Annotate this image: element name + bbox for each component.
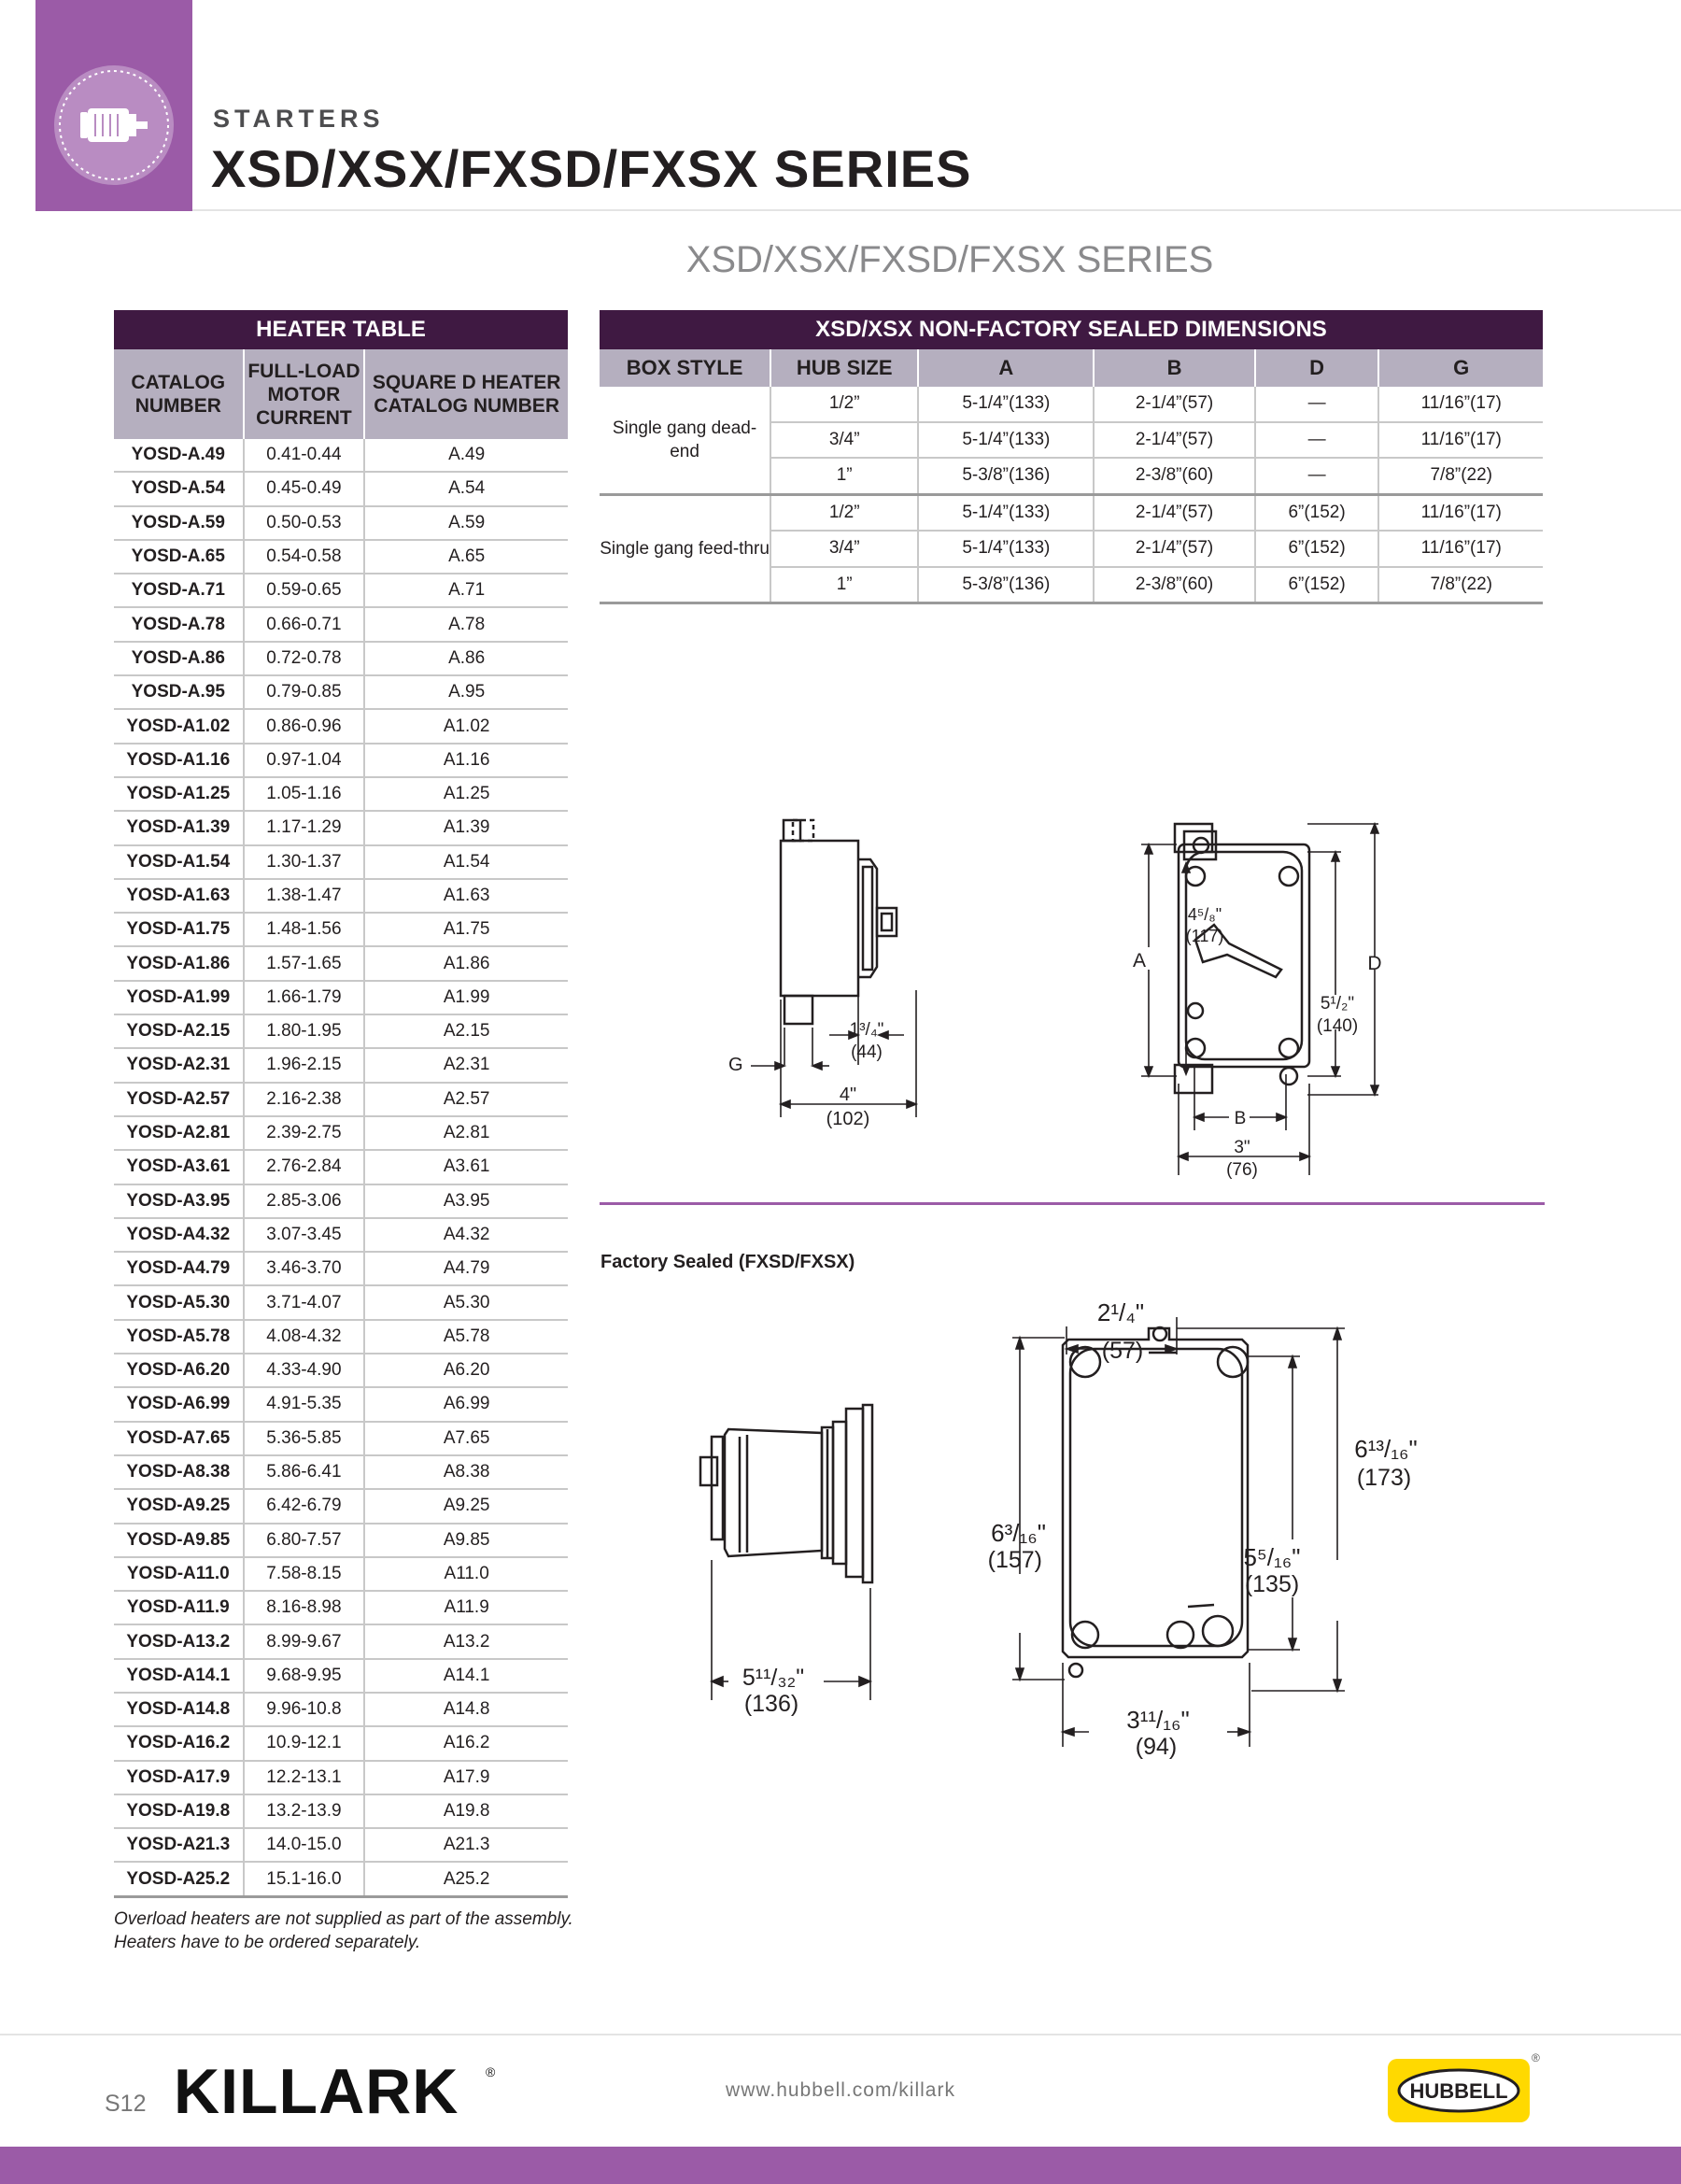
square-d-number-cell: A14.1 xyxy=(364,1659,568,1693)
catalog-number-cell: YOSD-A1.75 xyxy=(114,913,244,946)
dim-label-d: D xyxy=(1367,953,1382,974)
catalog-number-cell: YOSD-A.49 xyxy=(114,439,244,472)
dim-a-cell: 5-1/4”(133) xyxy=(918,422,1094,459)
square-d-number-cell: A2.81 xyxy=(364,1116,568,1150)
square-d-number-cell: A2.31 xyxy=(364,1048,568,1082)
dim-label-512: 5¹/₂" xyxy=(1320,994,1355,1014)
catalog-number-cell: YOSD-A19.8 xyxy=(114,1794,244,1828)
hubbell-logo xyxy=(1388,2059,1530,2122)
heater-col-header: FULL-LOAD MOTOR CURRENT xyxy=(244,349,365,439)
dim-label-458-mm: (117) xyxy=(1185,927,1224,945)
motor-current-cell: 4.91-5.35 xyxy=(244,1387,365,1421)
table-row xyxy=(114,777,568,811)
square-d-number-cell: A11.9 xyxy=(364,1591,568,1624)
table-row xyxy=(114,1014,568,1048)
motor-current-cell: 1.38-1.47 xyxy=(244,879,365,913)
motor-current-cell: 13.2-13.9 xyxy=(244,1794,365,1828)
dimensions-table xyxy=(600,310,1543,604)
dim-a-cell: 5-1/4”(133) xyxy=(918,387,1094,422)
motor-current-cell: 0.66-0.71 xyxy=(244,607,365,641)
catalog-number-cell: YOSD-A9.25 xyxy=(114,1489,244,1523)
dim-label-512-mm: (140) xyxy=(1316,1016,1359,1036)
catalog-number-cell: YOSD-A6.20 xyxy=(114,1354,244,1387)
table-row xyxy=(114,675,568,709)
catalog-number-cell: YOSD-A11.0 xyxy=(114,1557,244,1591)
fs-label-31116-mm: (94) xyxy=(1135,1734,1178,1760)
side-view-hub-dashed xyxy=(793,820,813,841)
catalog-number-cell: YOSD-A1.02 xyxy=(114,709,244,743)
catalog-number-cell: YOSD-A16.2 xyxy=(114,1726,244,1760)
fs-label-61316: 6¹³/₁₆" xyxy=(1354,1435,1418,1463)
square-d-number-cell: A.78 xyxy=(364,607,568,641)
hub-size-cell: 1” xyxy=(770,567,918,603)
catalog-number-cell: YOSD-A1.16 xyxy=(114,744,244,777)
dim-d-cell: — xyxy=(1255,387,1379,422)
square-d-number-cell: A.59 xyxy=(364,506,568,540)
square-d-number-cell: A1.39 xyxy=(364,811,568,844)
table-row xyxy=(114,709,568,743)
table-row xyxy=(114,946,568,980)
catalog-number-cell: YOSD-A2.57 xyxy=(114,1083,244,1116)
table-row xyxy=(114,1422,568,1455)
table-row xyxy=(114,744,568,777)
footer-divider xyxy=(0,2034,1681,2035)
table-row xyxy=(114,607,568,641)
dim-label-458: 4⁵/₈" xyxy=(1187,905,1222,924)
fs-label-31116: 3¹¹/₁₆" xyxy=(1126,1706,1190,1734)
dim-label-b: B xyxy=(1234,1109,1247,1128)
table-row xyxy=(114,1726,568,1760)
table-row xyxy=(114,1387,568,1421)
motor-current-cell: 5.36-5.85 xyxy=(244,1422,365,1455)
motor-current-cell: 5.86-6.41 xyxy=(244,1455,365,1489)
dim-col-header: A xyxy=(918,349,1094,387)
fs-label-61316-mm: (173) xyxy=(1356,1465,1412,1491)
table-row xyxy=(600,494,1543,531)
motor-current-cell: 2.76-2.84 xyxy=(244,1150,365,1184)
dim-label-134-mm: (44) xyxy=(851,1042,883,1062)
motor-current-cell: 0.86-0.96 xyxy=(244,709,365,743)
dim-col-header: HUB SIZE xyxy=(770,349,918,387)
table-row xyxy=(114,1083,568,1116)
motor-current-cell: 9.68-9.95 xyxy=(244,1659,365,1693)
square-d-number-cell: A11.0 xyxy=(364,1557,568,1591)
header-divider xyxy=(192,209,1681,211)
square-d-number-cell: A1.16 xyxy=(364,744,568,777)
square-d-number-cell: A.95 xyxy=(364,675,568,709)
dim-g-cell: 7/8”(22) xyxy=(1378,458,1543,494)
motor-current-cell: 0.79-0.85 xyxy=(244,675,365,709)
table-row xyxy=(114,1524,568,1557)
catalog-number-cell: YOSD-A21.3 xyxy=(114,1828,244,1862)
motor-current-cell: 0.41-0.44 xyxy=(244,439,365,472)
dimensions-table-caption: XSD/XSX NON-FACTORY SEALED DIMENSIONS xyxy=(600,310,1543,349)
front-view-body xyxy=(1179,844,1309,1067)
motor-current-cell: 0.97-1.04 xyxy=(244,744,365,777)
square-d-number-cell: A4.32 xyxy=(364,1218,568,1252)
square-d-number-cell: A4.79 xyxy=(364,1252,568,1285)
catalog-number-cell: YOSD-A9.85 xyxy=(114,1524,244,1557)
hubbell-logo-reg: ® xyxy=(1532,2051,1540,2064)
catalog-number-cell: YOSD-A5.78 xyxy=(114,1320,244,1354)
motor-icon xyxy=(54,65,174,185)
catalog-number-cell: YOSD-A13.2 xyxy=(114,1624,244,1658)
catalog-number-cell: YOSD-A2.31 xyxy=(114,1048,244,1082)
heater-col-header: SQUARE D HEATER CATALOG NUMBER xyxy=(364,349,568,439)
dim-label-3in-mm: (76) xyxy=(1226,1160,1258,1180)
square-d-number-cell: A.65 xyxy=(364,540,568,574)
dim-d-cell: 6”(152) xyxy=(1255,567,1379,603)
motor-current-cell: 0.45-0.49 xyxy=(244,472,365,505)
table-row xyxy=(114,879,568,913)
motor-current-cell: 15.1-16.0 xyxy=(244,1862,365,1896)
table-row xyxy=(114,1218,568,1252)
catalog-number-cell: YOSD-A.54 xyxy=(114,472,244,505)
motor-current-cell: 2.39-2.75 xyxy=(244,1116,365,1150)
table-row xyxy=(600,387,1543,422)
catalog-number-cell: YOSD-A1.39 xyxy=(114,811,244,844)
section-divider xyxy=(600,1202,1545,1205)
table-row xyxy=(114,1591,568,1624)
motor-current-cell: 4.33-4.90 xyxy=(244,1354,365,1387)
table-row xyxy=(114,845,568,879)
motor-current-cell: 1.17-1.29 xyxy=(244,811,365,844)
fs-label-214-mm: (57) xyxy=(1101,1338,1144,1364)
dim-b-cell: 2-1/4”(57) xyxy=(1094,531,1254,567)
side-view-bottom-hub xyxy=(784,996,812,1024)
dim-g-cell: 7/8”(22) xyxy=(1378,567,1543,603)
motor-current-cell: 3.71-4.07 xyxy=(244,1285,365,1319)
motor-current-cell: 0.72-0.78 xyxy=(244,642,365,675)
square-d-number-cell: A.71 xyxy=(364,574,568,607)
table-row xyxy=(114,439,568,472)
table-row xyxy=(114,1862,568,1896)
catalog-number-cell: YOSD-A25.2 xyxy=(114,1862,244,1896)
square-d-number-cell: A6.20 xyxy=(364,1354,568,1387)
motor-current-cell: 2.85-3.06 xyxy=(244,1184,365,1218)
catalog-number-cell: YOSD-A.78 xyxy=(114,607,244,641)
table-row xyxy=(114,472,568,505)
catalog-number-cell: YOSD-A5.30 xyxy=(114,1285,244,1319)
catalog-number-cell: YOSD-A.59 xyxy=(114,506,244,540)
side-view-body xyxy=(781,841,858,996)
dim-label-134: 1³/₄" xyxy=(849,1020,884,1040)
hub-size-cell: 1” xyxy=(770,458,918,494)
dim-a-cell: 5-3/8”(136) xyxy=(918,567,1094,603)
table-row xyxy=(114,1252,568,1285)
fs-label-6316-mm: (157) xyxy=(987,1547,1042,1573)
catalog-number-cell: YOSD-A.65 xyxy=(114,540,244,574)
square-d-number-cell: A.49 xyxy=(364,439,568,472)
motor-current-cell: 14.0-15.0 xyxy=(244,1828,365,1862)
square-d-number-cell: A.54 xyxy=(364,472,568,505)
dim-col-header: G xyxy=(1378,349,1543,387)
motor-current-cell: 10.9-12.1 xyxy=(244,1726,365,1760)
table-row xyxy=(114,1116,568,1150)
square-d-number-cell: A3.61 xyxy=(364,1150,568,1184)
page-number: S12 xyxy=(105,2091,147,2117)
table-row xyxy=(114,1693,568,1726)
killark-logo-reg: ® xyxy=(486,2064,496,2079)
hubbell-logo-text: HUBBELL xyxy=(1409,2079,1508,2103)
dim-g-cell: 11/16”(17) xyxy=(1378,531,1543,567)
catalog-number-cell: YOSD-A14.8 xyxy=(114,1693,244,1726)
motor-current-cell: 7.58-8.15 xyxy=(244,1557,365,1591)
fs-label-5516: 5⁵/₁₆" xyxy=(1243,1543,1301,1571)
square-d-number-cell: A.86 xyxy=(364,642,568,675)
catalog-number-cell: YOSD-A2.81 xyxy=(114,1116,244,1150)
dim-col-header: BOX STYLE xyxy=(600,349,770,387)
motor-current-cell: 0.50-0.53 xyxy=(244,506,365,540)
catalog-number-cell: YOSD-A2.15 xyxy=(114,1014,244,1048)
square-d-number-cell: A6.99 xyxy=(364,1387,568,1421)
catalog-number-cell: YOSD-A6.99 xyxy=(114,1387,244,1421)
table-row xyxy=(114,1354,568,1387)
square-d-number-cell: A9.25 xyxy=(364,1489,568,1523)
dim-label-4in-mm: (102) xyxy=(826,1109,870,1129)
fs-front-body xyxy=(1063,1328,1248,1657)
motor-current-cell: 6.80-7.57 xyxy=(244,1524,365,1557)
section-subtitle: XSD/XSX/FXSD/FXSX SERIES xyxy=(685,239,1214,280)
table-row xyxy=(114,1624,568,1658)
table-row xyxy=(114,540,568,574)
motor-current-cell: 4.08-4.32 xyxy=(244,1320,365,1354)
motor-current-cell: 1.05-1.16 xyxy=(244,777,365,811)
catalog-number-cell: YOSD-A1.99 xyxy=(114,981,244,1014)
table-row xyxy=(114,1761,568,1794)
square-d-number-cell: A7.65 xyxy=(364,1422,568,1455)
motor-current-cell: 1.80-1.95 xyxy=(244,1014,365,1048)
heater-col-header: CATALOG NUMBER xyxy=(114,349,244,439)
killark-logo: KILLARK xyxy=(174,2056,459,2127)
catalog-number-cell: YOSD-A4.32 xyxy=(114,1218,244,1252)
fs-label-51132: 5¹¹/₃₂" xyxy=(742,1665,805,1691)
table-row xyxy=(114,1489,568,1523)
motor-current-cell: 9.96-10.8 xyxy=(244,1693,365,1726)
square-d-number-cell: A17.9 xyxy=(364,1761,568,1794)
fs-label-5516-mm: (135) xyxy=(1244,1571,1300,1597)
catalog-number-cell: YOSD-A1.63 xyxy=(114,879,244,913)
fs-label-6316: 6³/₁₆" xyxy=(991,1519,1046,1547)
heater-table-note: Overload heaters are not supplied as part of the assembly. Heaters have to be ordered separately. xyxy=(114,1909,573,1952)
hub-size-cell: 3/4” xyxy=(770,422,918,459)
dim-b-cell: 2-1/4”(57) xyxy=(1094,494,1254,531)
table-row xyxy=(114,1285,568,1319)
box-style-cell: Single gang dead-end xyxy=(600,387,770,494)
dim-b-cell: 2-3/8”(60) xyxy=(1094,458,1254,494)
motor-current-cell: 12.2-13.1 xyxy=(244,1761,365,1794)
factory-sealed-label: Factory Sealed (FXSD/FXSX) xyxy=(600,1252,855,1272)
table-row xyxy=(114,574,568,607)
catalog-number-cell: YOSD-A8.38 xyxy=(114,1455,244,1489)
nonsealed-dimension-drawing xyxy=(710,803,1420,1196)
table-row xyxy=(114,1659,568,1693)
dim-a-cell: 5-1/4”(133) xyxy=(918,531,1094,567)
heater-table-caption: HEATER TABLE xyxy=(114,310,568,349)
square-d-number-cell: A2.57 xyxy=(364,1083,568,1116)
motor-current-cell: 0.59-0.65 xyxy=(244,574,365,607)
hub-size-cell: 1/2” xyxy=(770,494,918,531)
dim-g-cell: 11/16”(17) xyxy=(1378,422,1543,459)
dim-d-cell: 6”(152) xyxy=(1255,531,1379,567)
square-d-number-cell: A1.54 xyxy=(364,845,568,879)
dim-label-g: G xyxy=(728,1055,743,1075)
dim-d-cell: — xyxy=(1255,458,1379,494)
table-row xyxy=(114,1557,568,1591)
table-row xyxy=(114,1828,568,1862)
catalog-number-cell: YOSD-A11.9 xyxy=(114,1591,244,1624)
dim-a-cell: 5-3/8”(136) xyxy=(918,458,1094,494)
catalog-number-cell: YOSD-A3.95 xyxy=(114,1184,244,1218)
catalog-number-cell: YOSD-A1.25 xyxy=(114,777,244,811)
catalog-number-cell: YOSD-A14.1 xyxy=(114,1659,244,1693)
table-row xyxy=(114,1794,568,1828)
square-d-number-cell: A13.2 xyxy=(364,1624,568,1658)
dim-d-cell: — xyxy=(1255,422,1379,459)
dim-col-header: D xyxy=(1255,349,1379,387)
square-d-number-cell: A1.75 xyxy=(364,913,568,946)
table-row xyxy=(114,981,568,1014)
square-d-number-cell: A16.2 xyxy=(364,1726,568,1760)
square-d-number-cell: A1.99 xyxy=(364,981,568,1014)
dim-g-cell: 11/16”(17) xyxy=(1378,494,1543,531)
catalog-number-cell: YOSD-A.71 xyxy=(114,574,244,607)
square-d-number-cell: A21.3 xyxy=(364,1828,568,1862)
dim-b-cell: 2-1/4”(57) xyxy=(1094,387,1254,422)
square-d-number-cell: A19.8 xyxy=(364,1794,568,1828)
dim-label-a: A xyxy=(1132,950,1147,971)
dim-b-cell: 2-3/8”(60) xyxy=(1094,567,1254,603)
table-row xyxy=(114,913,568,946)
footer-color-bar xyxy=(0,2147,1681,2184)
catalog-number-cell: YOSD-A1.86 xyxy=(114,946,244,980)
page-title: XSD/XSX/FXSD/FXSX SERIES xyxy=(211,139,972,198)
square-d-number-cell: A8.38 xyxy=(364,1455,568,1489)
square-d-number-cell: A1.86 xyxy=(364,946,568,980)
factory-sealed-dimension-drawing xyxy=(654,1289,1494,1775)
square-d-number-cell: A25.2 xyxy=(364,1862,568,1896)
square-d-number-cell: A1.63 xyxy=(364,879,568,913)
front-view-bottom-hub xyxy=(1175,1065,1212,1093)
motor-current-cell: 8.99-9.67 xyxy=(244,1624,365,1658)
dim-label-3in: 3" xyxy=(1234,1138,1250,1157)
square-d-number-cell: A1.25 xyxy=(364,777,568,811)
dim-a-cell: 5-1/4”(133) xyxy=(918,494,1094,531)
catalog-number-cell: YOSD-A3.61 xyxy=(114,1150,244,1184)
table-row xyxy=(114,1320,568,1354)
catalog-number-cell: YOSD-A4.79 xyxy=(114,1252,244,1285)
footer-url[interactable]: www.hubbell.com/killark xyxy=(726,2079,955,2101)
motor-current-cell: 3.07-3.45 xyxy=(244,1218,365,1252)
fs-side-nipple xyxy=(712,1437,723,1539)
fs-label-51132-mm: (136) xyxy=(743,1691,799,1717)
motor-current-cell: 1.96-2.15 xyxy=(244,1048,365,1082)
catalog-number-cell: YOSD-A17.9 xyxy=(114,1761,244,1794)
motor-current-cell: 0.54-0.58 xyxy=(244,540,365,574)
square-d-number-cell: A5.78 xyxy=(364,1320,568,1354)
square-d-number-cell: A14.8 xyxy=(364,1693,568,1726)
table-row xyxy=(114,1048,568,1082)
hub-size-cell: 3/4” xyxy=(770,531,918,567)
table-row xyxy=(114,642,568,675)
dim-b-cell: 2-1/4”(57) xyxy=(1094,422,1254,459)
motor-current-cell: 1.48-1.56 xyxy=(244,913,365,946)
table-row xyxy=(114,1150,568,1184)
dim-g-cell: 11/16”(17) xyxy=(1378,387,1543,422)
motor-current-cell: 8.16-8.98 xyxy=(244,1591,365,1624)
square-d-number-cell: A3.95 xyxy=(364,1184,568,1218)
dim-col-header: B xyxy=(1094,349,1254,387)
catalog-number-cell: YOSD-A7.65 xyxy=(114,1422,244,1455)
motor-current-cell: 3.46-3.70 xyxy=(244,1252,365,1285)
table-row xyxy=(114,1455,568,1489)
square-d-number-cell: A9.85 xyxy=(364,1524,568,1557)
catalog-number-cell: YOSD-A.86 xyxy=(114,642,244,675)
motor-current-cell: 2.16-2.38 xyxy=(244,1083,365,1116)
catalog-number-cell: YOSD-A.95 xyxy=(114,675,244,709)
catalog-number-cell: YOSD-A1.54 xyxy=(114,845,244,879)
box-style-cell: Single gang feed-thru xyxy=(600,494,770,603)
fs-label-214: 2¹/₄" xyxy=(1096,1298,1145,1326)
hub-size-cell: 1/2” xyxy=(770,387,918,422)
table-row xyxy=(114,1184,568,1218)
motor-current-cell: 1.57-1.65 xyxy=(244,946,365,980)
motor-current-cell: 1.30-1.37 xyxy=(244,845,365,879)
motor-current-cell: 6.42-6.79 xyxy=(244,1489,365,1523)
square-d-number-cell: A2.15 xyxy=(364,1014,568,1048)
table-row xyxy=(114,506,568,540)
table-row xyxy=(114,811,568,844)
dim-d-cell: 6”(152) xyxy=(1255,494,1379,531)
header-kicker: STARTERS xyxy=(213,105,385,133)
dim-label-4in: 4" xyxy=(839,1085,857,1105)
square-d-number-cell: A5.30 xyxy=(364,1285,568,1319)
motor-current-cell: 1.66-1.79 xyxy=(244,981,365,1014)
square-d-number-cell: A1.02 xyxy=(364,709,568,743)
heater-table xyxy=(114,310,568,1898)
